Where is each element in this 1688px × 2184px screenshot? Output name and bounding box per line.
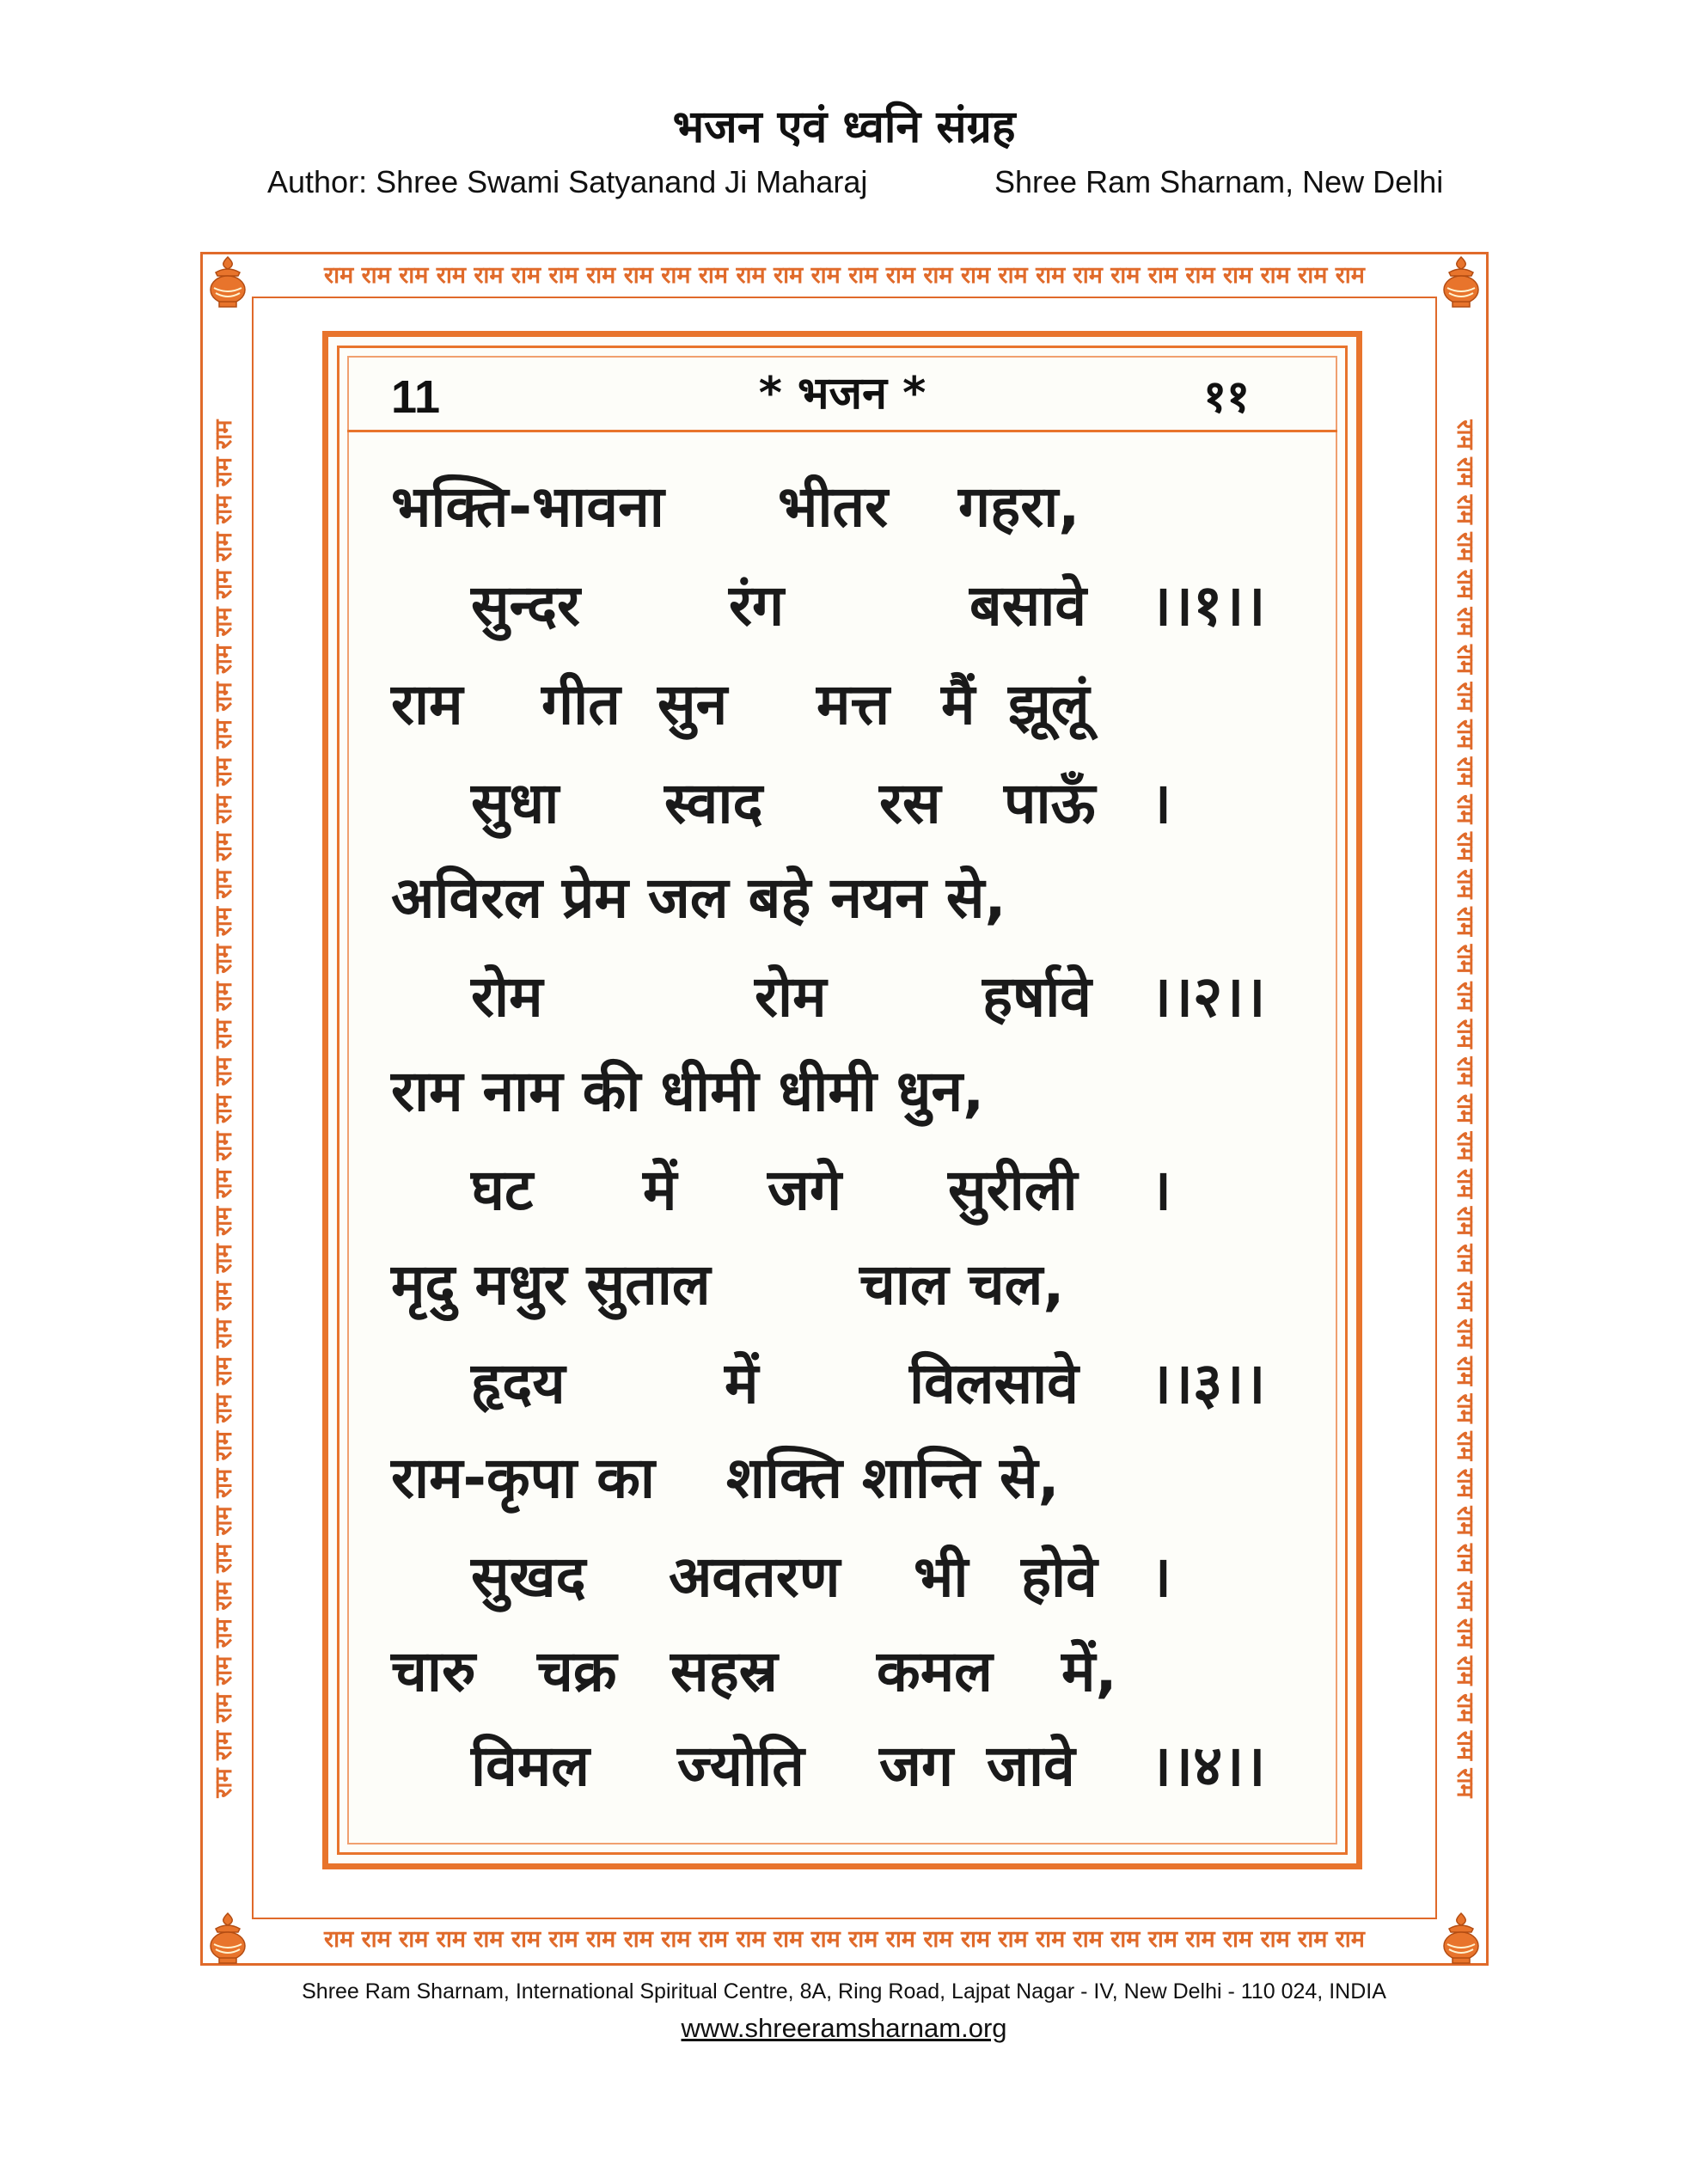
page-number-arabic: 11 <box>391 371 441 423</box>
verse-word: पाऊँ <box>1004 770 1096 836</box>
verse-word: सहस्र <box>670 1638 778 1704</box>
verse-word: ज्योति <box>677 1733 804 1799</box>
kalash-icon <box>1437 1910 1485 1965</box>
publisher-line: Shree Ram Sharnam, New Delhi <box>994 164 1444 199</box>
verse-word: चाल चल, <box>859 1251 1065 1318</box>
verse-word: भीतर <box>778 474 889 540</box>
verse-word: गहरा, <box>958 474 1080 540</box>
verse-word: में <box>643 1157 677 1223</box>
verse-word: मृदु मधुर सुताल <box>391 1251 711 1318</box>
ram-border-left: राम राम राम राम राम राम राम राम राम राम राम राम राम राम राम राम राम राम राम राम राम राम राम राम राम राम राम राम राम राम राम राम राम राम राम राम राम <box>211 419 237 1798</box>
verse-word: गीत <box>541 671 621 737</box>
footer-address: Shree Ram Sharnam, International Spiritual Centre, 8A, Ring Road, Lajpat Nagar - IV, New Delhi - 110 024, INDIA <box>302 1979 1386 2004</box>
verse-word: राम <box>391 671 463 737</box>
verse-word: मैं <box>941 671 975 737</box>
verse-word: भी <box>914 1544 969 1610</box>
verse-word: रंग <box>729 572 785 639</box>
verse-word: मत्त <box>816 671 890 737</box>
verse-word: हृदय <box>471 1350 566 1416</box>
verse-word: ।।२।। <box>1150 964 1266 1030</box>
verse-word: सुखद <box>471 1544 586 1610</box>
ram-border-right: राम राम राम राम राम राम राम राम राम राम राम राम राम राम राम राम राम राम राम राम राम राम राम राम राम राम राम राम राम राम राम राम राम राम राम राम राम <box>1452 419 1478 1798</box>
kalash-icon <box>1437 254 1485 309</box>
verse-word: घट <box>471 1157 534 1223</box>
verse-word: ।।३।। <box>1150 1350 1266 1416</box>
verse-word: झूलूं <box>1008 671 1090 737</box>
verse-word: चक्र <box>537 1638 617 1704</box>
verse-word: । <box>1150 1157 1172 1223</box>
verse-word: में, <box>1061 1638 1117 1704</box>
verse-word: राम-कृपा का <box>391 1445 655 1511</box>
verse-word: अविरल प्रेम जल बहे नयन से, <box>391 865 1006 931</box>
verse-word: सुन्दर <box>471 572 581 639</box>
verse-word: सुधा <box>471 770 560 836</box>
verse-word: चारु <box>391 1638 476 1704</box>
verse-word: विलसावे <box>909 1350 1079 1416</box>
verse-word: सुन <box>657 671 728 737</box>
verse-word: में <box>725 1350 759 1416</box>
verse-word: जग <box>879 1733 954 1799</box>
verse-word: रस <box>879 770 941 836</box>
verse-word: सुरीली <box>948 1157 1078 1223</box>
verse-word: स्वाद <box>664 770 763 836</box>
verse-word: ।।४।। <box>1150 1733 1266 1799</box>
verse-word: बसावे <box>969 572 1087 639</box>
ram-border-bottom: राम राम राम राम राम राम राम राम राम राम राम राम राम राम राम राम राम राम राम राम राम राम राम राम राम राम राम राम <box>324 1926 1365 1953</box>
book-title: भजन एवं ध्वनि संग्रह <box>672 101 1016 153</box>
ram-border-top: राम राम राम राम राम राम राम राम राम राम राम राम राम राम राम राम राम राम राम राम राम राम राम राम राम राम राम राम <box>324 262 1365 289</box>
kalash-icon <box>204 1910 252 1965</box>
page-heading: * भजन * <box>758 368 927 419</box>
verse-word: भक्ति-भावना <box>391 474 664 540</box>
page-number-devanagari: ११ <box>1203 371 1251 423</box>
verse-word: राम नाम की धीमी धीमी धुन, <box>391 1058 985 1124</box>
verse-word: रोम <box>471 964 543 1030</box>
verse-word: । <box>1150 770 1172 836</box>
verse-word: जावे <box>987 1733 1075 1799</box>
author-line: Author: Shree Swami Satyanand Ji Maharaj <box>267 164 868 199</box>
verse-word: विमल <box>471 1733 590 1799</box>
verse-word: शक्ति शान्ति से, <box>726 1445 1060 1511</box>
verse-word: हर्षावे <box>982 964 1092 1030</box>
verse-word: । <box>1150 1544 1172 1610</box>
website-link[interactable]: www.shreeramsharnam.org <box>681 2013 1007 2043</box>
verse-word: कमल <box>877 1638 993 1704</box>
book-page-header-rule <box>347 430 1337 432</box>
verse-word: अवतरण <box>669 1544 841 1610</box>
verse-word: रोम <box>755 964 827 1030</box>
verse-word: होवे <box>1021 1544 1098 1610</box>
verse-word: जगे <box>768 1157 842 1223</box>
kalash-icon <box>204 254 252 309</box>
verse-word: ।।१।। <box>1150 572 1266 639</box>
